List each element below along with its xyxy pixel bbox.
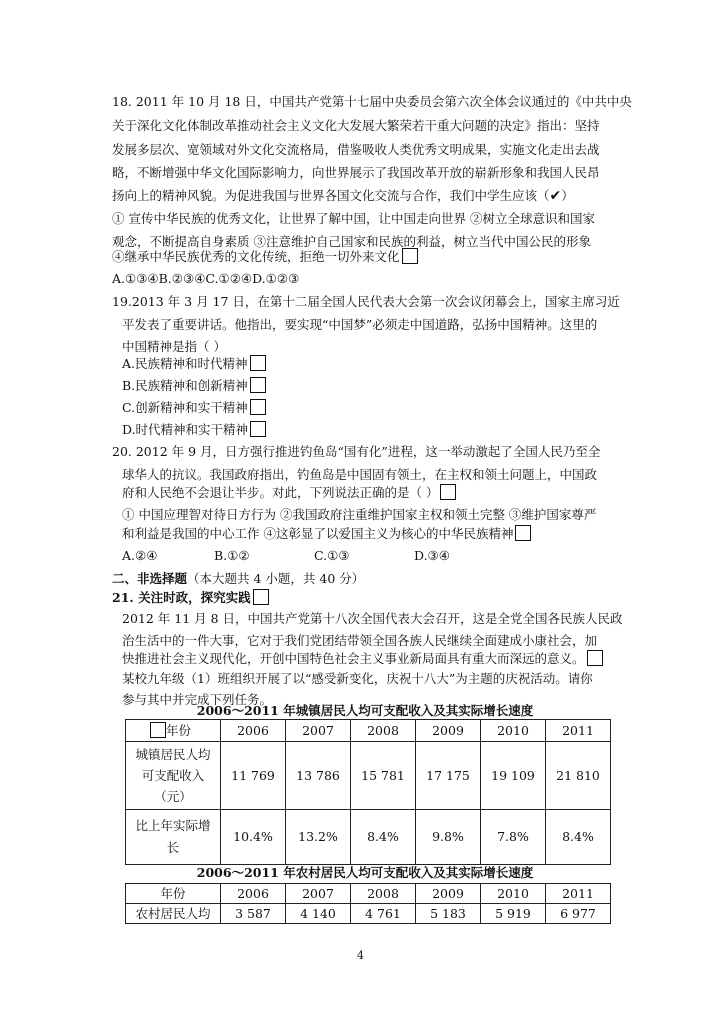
q18-line-2: 关于深化文化体制改革推动社会主义文化大发展大繁荣若干重大问题的决定》指出：坚持 [112, 118, 600, 133]
table-cell: 2006 [221, 720, 286, 742]
table-cell: 7.8% [481, 810, 546, 865]
table-cell: 2011 [546, 884, 611, 904]
label-line: 比上年实际增 [135, 818, 211, 833]
table1-title: 2006～2011 年城镇居民人均可支配收入及其实际增长速度 [196, 703, 534, 718]
q18-line-8-text: ④继承中华民族优秀的文化传统，拒绝一切外来文化 [112, 249, 400, 264]
q19-option-d-text: D.时代精神和实干精神 [122, 422, 249, 437]
q18-line-3: 发展多层次、宽领域对外文化交流格局，借鉴吸收人类优秀文明成果，实施文化走出去战 [112, 142, 600, 157]
q20-option-c: C.①③ [314, 548, 350, 563]
q20-line-5-text: 和利益是我国的中心工作 ④这彰显了以爱国主义为核心的中华民族精神 [122, 526, 514, 541]
table-cell: 4 140 [286, 904, 351, 924]
table-cell: 21 810 [546, 742, 611, 810]
table-cell: 17 175 [416, 742, 481, 810]
table2-title: 2006～2011 年农村居民人均可支配收入及其实际增长速度 [196, 865, 534, 880]
answer-box [250, 421, 266, 437]
table-cell: 2010 [481, 884, 546, 904]
table-cell: 2008 [351, 720, 416, 742]
table1-header-label: 年份 [166, 722, 192, 738]
answer-box [250, 377, 266, 393]
table-row [126, 810, 611, 865]
label-line: 可支配收入 [141, 768, 205, 783]
q19-line-2: 平发表了重要讲话。他指出，要实现“中国梦”必须走中国道路，弘扬中国精神。这里的 [122, 317, 598, 332]
q19-option-b-text: B.民族精神和创新精神 [122, 378, 248, 393]
answer-box [250, 355, 266, 371]
table-row [126, 884, 611, 904]
q20-line-2: 球华人的抗议。我国政府指出，钓鱼岛是中国固有领土，在主权和领土问题上，中国政 [122, 467, 598, 482]
q20-line-3-text: 府和人民绝不会退让半步。对此，下列说法正确的是（ ） [122, 485, 439, 500]
table-cell: 13.2% [286, 810, 351, 865]
table-urban-income [125, 719, 611, 865]
table-row [126, 742, 611, 810]
q19-option-a [122, 355, 266, 373]
q19-line-1: 19.2013 年 3 月 17 日，在第十二届全国人民代表大会第一次会议闭幕会上，国家主席习近 [112, 294, 620, 309]
table1-header-label-cell [126, 720, 221, 742]
table-cell: 2011 [546, 720, 611, 742]
table-cell: 2008 [351, 884, 416, 904]
answer-box [587, 650, 603, 666]
answer-box [515, 525, 531, 541]
table1-row1-label [126, 742, 221, 810]
q21-para-line-2: 治生活中的一件大事，它对于我们党团结带领全国各族人民继续全面建成小康社会，加 [122, 633, 598, 648]
q19-line-3: 中国精神是指（ ） [122, 339, 226, 354]
q19-option-c [122, 399, 266, 417]
label-line: （元） [154, 789, 192, 804]
section-note: （本大题共 4 小题，共 40 分） [187, 571, 365, 586]
answer-box [440, 484, 456, 500]
table-cell: 8.4% [351, 810, 416, 865]
table-cell: 13 786 [286, 742, 351, 810]
q20-option-a: A.②④ [122, 548, 158, 563]
answer-box [402, 248, 418, 264]
table-cell: 6 977 [546, 904, 611, 924]
q21-title [112, 589, 269, 607]
q18-line-5-end: ） [561, 188, 574, 203]
q21-para-line-4: 某校九年级（1）班组织开展了以“感受新变化，庆祝十八大”为主题的庆祝活动。请你 [122, 671, 593, 686]
table2-header-label: 年份 [126, 884, 221, 904]
table-cell: 10.4% [221, 810, 286, 865]
table-cell: 2007 [286, 720, 351, 742]
q20-line-4: ① 中国应理智对待日方行为 ②我国政府注重维护国家主权和领土完整 ③维护国家尊严 [122, 507, 597, 522]
q18-line-1: 18. 2011 年 10 月 18 日，中国共产党第十七届中央委员会第六次全体会议通过的《中共中央 [112, 94, 632, 109]
answer-box [253, 589, 269, 605]
answer-box [250, 399, 266, 415]
table1-row2-label [126, 810, 221, 865]
table2-row1-label: 农村居民人均 [126, 904, 221, 924]
table-rural-income [125, 883, 611, 924]
q19-option-c-text: C.创新精神和实干精神 [122, 400, 248, 415]
q18-line-8 [112, 248, 418, 266]
table-cell: 2007 [286, 884, 351, 904]
table-cell: 2009 [416, 720, 481, 742]
q18-line-6: ① 宣传中华民族的优秀文化，让世界了解中国，让中国走向世界 ②树立全球意识和国家 [112, 211, 595, 226]
q19-option-d [122, 421, 266, 439]
label-line: 长 [166, 840, 180, 855]
table-cell: 3 587 [221, 904, 286, 924]
q21-para-line-1: 2012 年 11 月 8 日，中国共产党第十八次全国代表大会召开，这是全党全国各民族人民政 [122, 611, 623, 626]
table-cell: 5 183 [416, 904, 481, 924]
section-heading [112, 570, 364, 588]
q20-line-5 [122, 525, 531, 543]
answer-box [150, 722, 166, 738]
q19-option-a-text: A.民族精神和时代精神 [122, 356, 248, 371]
q21-para-line-3 [122, 650, 603, 668]
table-row [126, 904, 611, 924]
page-number: 4 [357, 949, 364, 962]
table-cell: 15 781 [351, 742, 416, 810]
table-cell: 19 109 [481, 742, 546, 810]
q21-title-text: 21. 关注时政，探究实践 [112, 590, 251, 605]
q21-para-line-5: 参与其中并完成下列任务。 [122, 692, 273, 707]
table-cell: 2009 [416, 884, 481, 904]
table-cell: 2010 [481, 720, 546, 742]
table-cell: 2006 [221, 884, 286, 904]
q20-option-b: B.①② [214, 548, 250, 563]
q18-options: A.①③④B.②③④C.①②④D.①②③ [112, 271, 300, 286]
section-title: 二、非选择题 [112, 571, 188, 586]
q18-line-7: 观念，不断提高自身素质 ③注意维护自己国家和民族的利益，树立当代中国公民的形象 [112, 234, 591, 249]
q18-line-5 [112, 187, 574, 205]
q20-option-d: D.③④ [414, 548, 450, 563]
table-row [126, 720, 611, 742]
checkmark-icon: ✔ [549, 188, 562, 204]
q21-para-line-3-text: 快推进社会主义现代化，开创中国特色社会主义事业新局面具有重大而深远的意义。 [122, 651, 585, 666]
table-cell: 5 919 [481, 904, 546, 924]
q18-line-4: 略，不断增强中华文化国际影响力，向世界展示了我国改革开放的崭新形象和我国人民昂 [112, 165, 600, 180]
q18-line-5-text: 扬向上的精神风貌。为促进我国与世界各国文化交流与合作，我们中学生应该（ [112, 188, 550, 203]
q20-line-1: 20. 2012 年 9 月，日方强行推进钓鱼岛“国有化”进程，这一举动激起了全国人民乃至全 [112, 444, 601, 459]
q20-line-3 [122, 484, 456, 502]
table-cell: 8.4% [546, 810, 611, 865]
table-cell: 11 769 [221, 742, 286, 810]
label-line: 城镇居民人均 [135, 747, 211, 762]
table-cell: 4 761 [351, 904, 416, 924]
table-cell: 9.8% [416, 810, 481, 865]
q19-option-b [122, 377, 266, 395]
